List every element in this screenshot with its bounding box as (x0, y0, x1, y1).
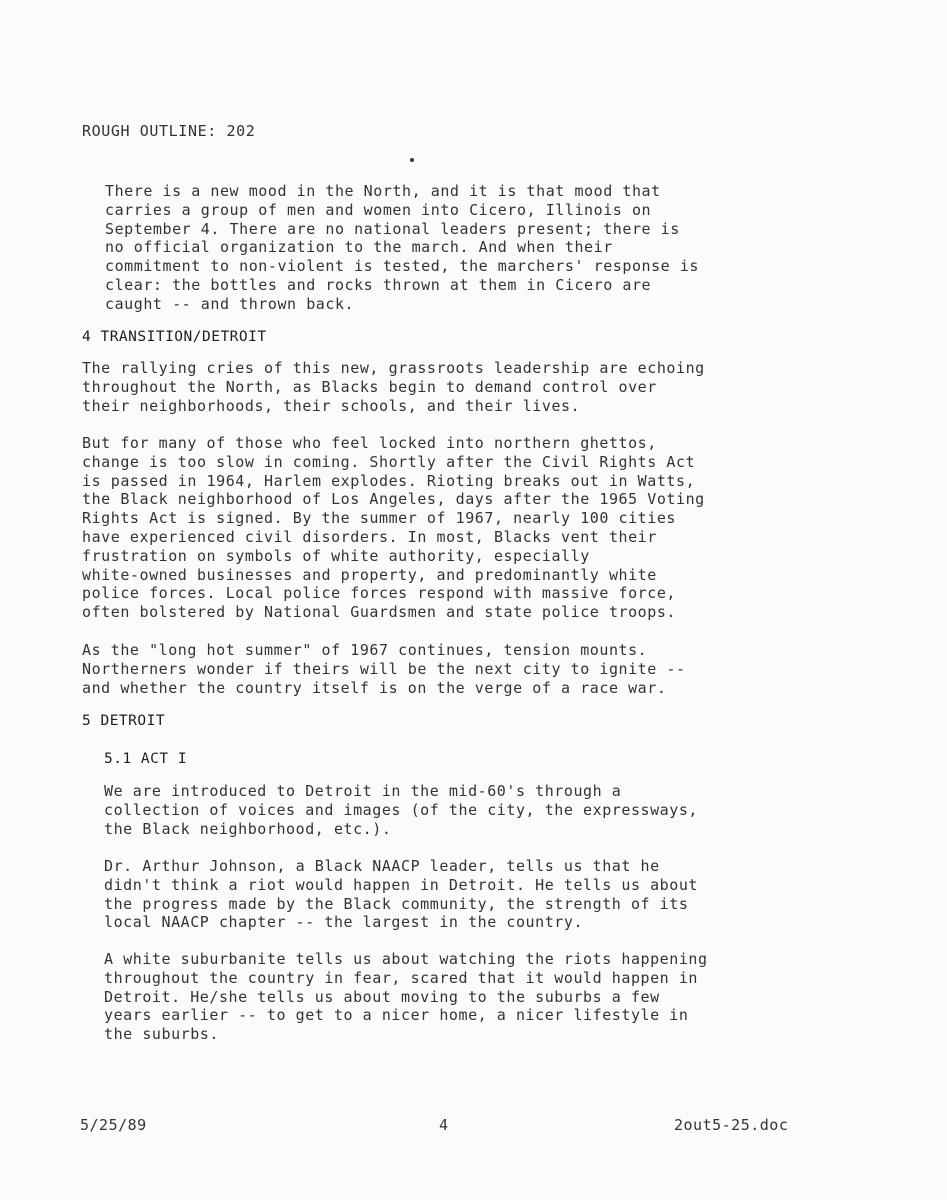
intro-paragraph (105, 182, 699, 314)
suburbanite-text: A white suburbanite tells us about watching the riots happening throughout the country in fear, scared that it would happen in Detroit. He/she tells us about moving to the suburbs a few years earlier -- to get to a nicer home, a nicer lifestyle in the suburbs. (104, 950, 708, 1044)
footer-page-number: 4 (439, 1116, 449, 1134)
footer-filename: 2out5-25.doc (674, 1116, 789, 1134)
ink-speck (410, 158, 414, 162)
section-heading-5: 5 DETROIT (82, 713, 166, 729)
suburbanite-paragraph (104, 950, 708, 1044)
section-heading-5-1: 5.1 ACT I (104, 751, 188, 767)
rallying-text: The rallying cries of this new, grassroots leadership are echoing throughout the North, as Blacks begin to demand control over their neighborhoods, their schools, and their lives. (82, 359, 705, 415)
introduced-text: We are introduced to Detroit in the mid-60's through a collection of voices and images (of the city, the expressways, the Black neighborhood, etc.). (104, 782, 699, 838)
johnson-text: Dr. Arthur Johnson, a Black NAACP leader, tells us that he didn't think a riot would happen in Detroit. He tells us about the progress made by the Black community, the strength of its local NAACP chapter -- the largest in the country. (104, 857, 699, 932)
introduced-paragraph (104, 782, 698, 838)
document-header: ROUGH OUTLINE: 202 (82, 122, 256, 140)
rallying-paragraph (82, 359, 705, 415)
change-text: But for many of those who feel locked into northern ghettos, change is too slow in coming. Shortly after the Civil Rights Act is passed in 1964, Harlem explodes. Rioting breaks out in Watts, the Black neighborhood of Los Angeles, days after the 1965 Voting Rights Act is signed. By the summer of 1967, nearly 100 cities have experienced civil disorders. In most, Blacks vent their frustration on symbols of white authority, especially white-owned businesses and property, and predominantly white police forces. Local police forces respond with massive force, often bolstered by National Guardsmen and state police troops. (82, 434, 705, 622)
intro-text: There is a new mood in the North, and it is that mood that carries a group of men and women into Cicero, Illinois on September 4. There are no national leaders present; there is no official organization to the march. And when their commitment to non-violent is tested, the marchers' response is clear: the bottles and rocks thrown at them in Cicero are caught -- and thrown back. (105, 182, 700, 313)
section-heading-4: 4 TRANSITION/DETROIT (82, 329, 267, 345)
johnson-paragraph (104, 857, 698, 932)
footer-date: 5/25/89 (80, 1116, 147, 1134)
summer-text: As the "long hot summer" of 1967 continues, tension mounts. Northerners wonder if theirs will be the next city to ignite -- and whether the country itself is on the verge of a race war. (82, 641, 686, 697)
summer-paragraph (82, 641, 686, 697)
change-paragraph (82, 434, 705, 622)
